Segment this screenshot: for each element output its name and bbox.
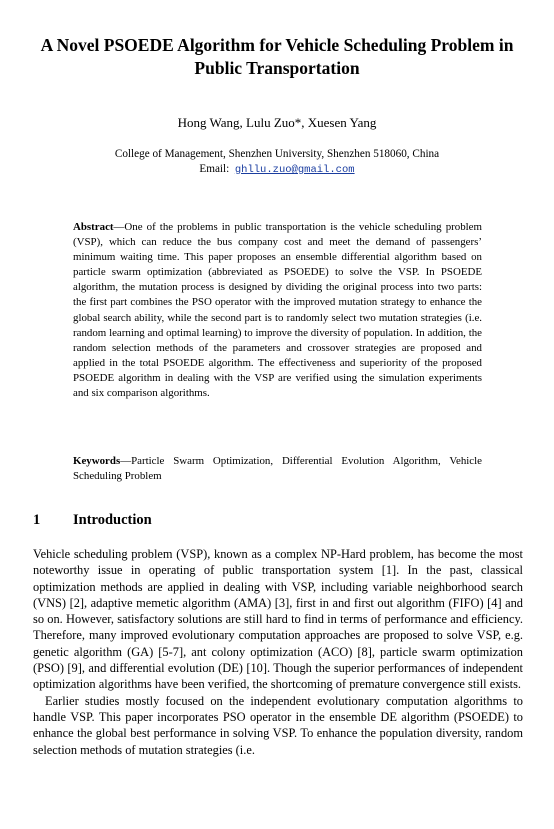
email-link[interactable]: ghllu.zuo@gmail.com — [234, 164, 355, 176]
email-label: Email: — [199, 163, 230, 175]
keywords — [73, 454, 482, 484]
author-list: Hong Wang, Lulu Zuo*, Xuesen Yang — [177, 115, 377, 130]
affiliation: College of Management, Shenzhen University, Shenzhen 518060, China — [114, 148, 440, 160]
section-heading — [33, 511, 152, 529]
abstract-label: Abstract — [73, 221, 114, 233]
section-title: Introduction — [73, 512, 152, 528]
email-line — [0, 162, 554, 178]
abstract-text: —One of the problems in public transportation is the vehicle scheduling problem (VSP), which can reduce the bus company cost and meet the demand of passengers’ minimum waiting time. This paper proposes an ensemble differential algorithm based on particle swarm optimization (abbreviated as PSOEDE) to solve the VSP. In PSOEDE algorithm, the mutation process is designed by dividing the original process into two parts: the first part combines the PSO operator with the improved mutation strategy to enhance the global search ability, while the second part is to randomly select two mutation strategies (i.e. random learning and optimal learning) to improve the diversity of population. In addition, the random selection methods of the parameters and crossover strategies are proposed and applied in the total PSOEDE algorithm. The effectiveness and superiority of the proposed PSOEDE algorithm in dealing with the VSP are verified using the simulation experiments and six comparison algorithms. — [73, 221, 482, 400]
keywords-text: —Particle Swarm Optimization, Differential Evolution Algorithm, Vehicle Scheduling Problem — [73, 455, 482, 483]
body-paragraph: Earlier studies mostly focused on the independent evolutionary computation algorithms to handle VSP. This paper incorporates PSO operator in the ensemble DE algorithm (PSOEDE) to enhance the global best performance in solving VSP. To enhance the population diversity, random selection methods of mutation strategies (i.e. — [33, 693, 523, 757]
introduction-body — [33, 546, 523, 758]
body-paragraph: Vehicle scheduling problem (VSP), known as a complex NP-Hard problem, has become the most noteworthy issue in operating of public transportation system [1]. In the past, classical optimization methods are applied in dealing with VSP, including variable neighborhood search (VNS) [2], adaptive memetic algorithm (AMA) [3], first in and first out algorithm (FIFO) [4] and so on. However, satisfactory solutions are still hard to find in terms of performance and efficiency. Therefore, many improved evolutionary computation approaches are proposed to solve VSP, e.g. genetic algorithm (GA) [5-7], ant colony optimization (ACO) [8], particle swarm optimization (PSO) [9], and differential evolution (DE) [10]. Though the superior performances of independent optimization algorithms have been verified, the shortcoming of premature convergence still exists. — [33, 547, 523, 692]
keywords-label: Keywords — [73, 455, 121, 467]
abstract — [73, 220, 482, 401]
section-number: 1 — [33, 512, 41, 528]
paper-title: A Novel PSOEDE Algorithm for Vehicle Scheduling Problem in Public Transportation — [40, 35, 514, 78]
